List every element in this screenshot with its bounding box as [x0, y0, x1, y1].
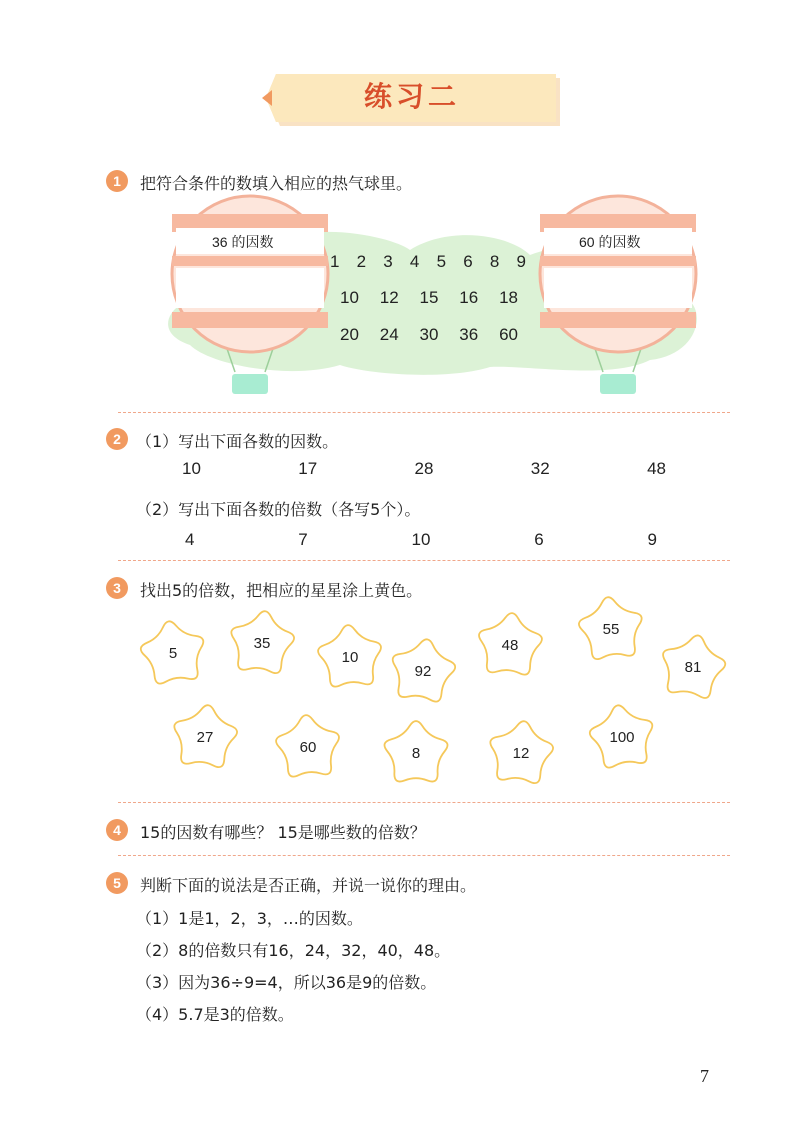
star-92 [388, 635, 459, 704]
number: 18 [499, 288, 518, 307]
statement-item: （3）因为36÷9=4，所以36是9的倍数。 [136, 973, 437, 992]
number: 1 [330, 252, 340, 271]
star-55 [576, 594, 645, 661]
number: 10 [411, 530, 431, 549]
number: 48 [647, 459, 666, 478]
question-1-text: 把符合条件的数填入相应的热气球里。 [140, 174, 413, 193]
left-balloon-label: 36 的因数 [212, 234, 274, 250]
star-label: 5 [168, 645, 178, 662]
star-5 [137, 617, 208, 686]
section-divider [118, 802, 730, 803]
star-label: 92 [414, 663, 432, 680]
star-label: 12 [512, 745, 530, 762]
star-81 [657, 630, 730, 701]
star-27 [171, 702, 240, 769]
question-2-part-2: （2）写出下面各数的倍数（各写5个）。 [136, 500, 421, 519]
number: 60 [499, 325, 518, 344]
question-number-4: 4 [106, 819, 128, 841]
number: 20 [340, 325, 359, 344]
star-label: 81 [684, 659, 702, 676]
statement-item: （1）1是1，2，3，…的因数。 [136, 909, 363, 928]
number: 6 [534, 530, 544, 549]
star-label: 10 [341, 649, 359, 666]
star-label: 55 [602, 621, 620, 638]
page-title: 练习二 [363, 80, 460, 113]
question-2-part-1: （1）写出下面各数的因数。 [136, 432, 339, 451]
number: 4 [185, 530, 195, 549]
question-number-5: 5 [106, 872, 128, 894]
number: 12 [379, 288, 399, 307]
star-48 [477, 611, 544, 676]
star-35 [228, 608, 297, 675]
number: 2 [356, 252, 367, 271]
question-number-3: 3 [106, 577, 128, 599]
number: 3 [383, 252, 393, 271]
number: 24 [379, 325, 399, 344]
star-8 [384, 721, 447, 781]
question-3-text: 找出5的倍数，把相应的星星涂上黄色。 [140, 581, 423, 600]
number: 36 [459, 325, 479, 344]
number: 28 [414, 459, 434, 478]
statement-item: （4）5.7是3的倍数。 [136, 1005, 294, 1024]
star-10 [316, 623, 383, 688]
star-label: 60 [299, 739, 317, 756]
question-4-text: 15的因数有哪些？ 15是哪些数的倍数？ [140, 823, 426, 842]
right-balloon-label: 60 的因数 [579, 234, 641, 250]
section-divider [118, 855, 730, 856]
star-label: 48 [501, 637, 519, 654]
page-number: 7 [700, 1066, 709, 1086]
star-100 [586, 701, 657, 770]
number: 17 [298, 459, 318, 478]
number: 10 [340, 288, 359, 307]
star-12 [487, 718, 556, 785]
question-5-text: 判断下面的说法是否正确，并说一说你的理由。 [140, 876, 477, 895]
number: 5 [436, 252, 447, 271]
star-label: 35 [253, 635, 271, 652]
star-label: 100 [609, 729, 635, 746]
number: 6 [463, 252, 473, 271]
number: 8 [489, 252, 500, 271]
star-label: 8 [411, 745, 421, 762]
question-number-1: 1 [106, 170, 128, 192]
number: 10 [182, 459, 201, 478]
star-60 [274, 713, 341, 778]
number: 4 [409, 252, 420, 271]
number: 9 [516, 252, 526, 271]
number: 9 [647, 530, 657, 549]
number: 15 [419, 288, 439, 307]
star-label: 27 [196, 729, 214, 746]
question-number-2: 2 [106, 428, 128, 450]
number: 30 [419, 325, 439, 344]
number: 32 [530, 459, 550, 478]
number: 7 [298, 530, 308, 549]
statement-item: （2）8的倍数只有16，24，32，40，48。 [136, 941, 451, 960]
number: 16 [459, 288, 479, 307]
